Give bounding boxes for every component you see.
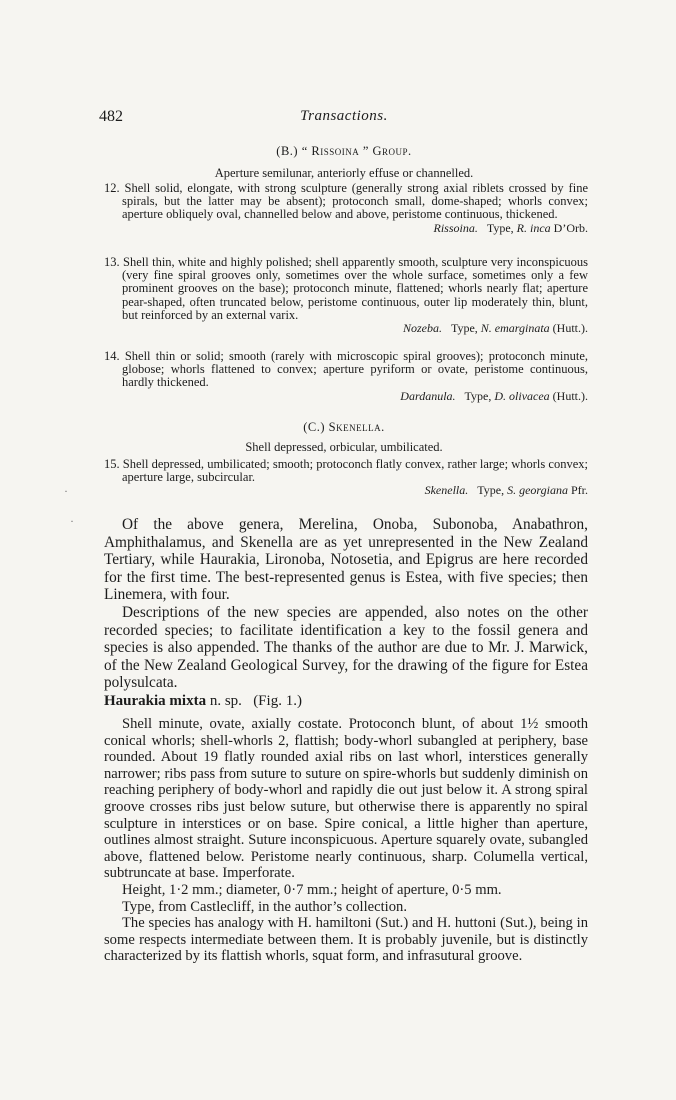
species-heading: [104, 693, 302, 710]
journal-title: Transactions.: [300, 108, 388, 124]
group-b-heading: (B.) “ Rissoina ” Group.: [276, 144, 412, 158]
genus-name: Dardanula.: [400, 388, 456, 403]
author: (Hutt.).: [552, 388, 588, 403]
figure-reference: (Fig. 1.): [253, 693, 302, 709]
key-entry-15: [104, 458, 588, 498]
type-label: Type,: [477, 483, 505, 498]
type-label: Type,: [450, 321, 478, 336]
key-entry-12: [104, 182, 588, 235]
author: Pfr.: [570, 483, 588, 498]
margin-mark: ·: [64, 484, 68, 498]
species-status: n. sp.: [209, 693, 242, 709]
author: (Hutt.).: [552, 321, 588, 336]
key-entry-text: 13. Shell thin, white and highly polished; shell apparently smooth, sculpture very inconspicuous (very fine spiral grooves only, sometimes over the whole surface, sometimes only a few prominent grooves on the base); protoconch minute, flattened; whorls nearly flat; aperture pear-shaped, often truncated below, peristome continuous, outer lip moderately thin, blunt, but reinforced by an external varix.: [104, 255, 588, 322]
key-entry-text: 15. Shell depressed, umbilicated; smooth; protoconch flatly convex, rather large; whorls convex; aperture large, subcircular.: [104, 457, 588, 485]
running-head: [99, 108, 589, 128]
remarks: The species has analogy with H. hamiltoni (Sut.) and H. huttoni (Sut.), being in some respects intermediate between them. It is probably juvenile, but is distinctly characterized by its flattish whorls, squat form, and infrasutural groove.: [104, 915, 588, 965]
key-entry-type: [104, 484, 588, 497]
group-c-definition: Shell depressed, orbicular, umbilicated.: [245, 440, 443, 454]
species-description: [104, 716, 588, 965]
type-species: D. olivacea: [494, 388, 550, 403]
key-entry-type: [104, 222, 588, 235]
type-locality: Type, from Castlecliff, in the author’s collection.: [122, 898, 407, 915]
genus-name: Nozeba.: [402, 321, 442, 336]
page-number: 482: [99, 108, 123, 125]
key-entry-text: 12. Shell solid, elongate, with strong sculpture (generally strong axial riblets crossed by fine spirals, but the latter may be absent); protoconch small, dome-shaped; whorls convex; aperture obliquely oval, channelled below and above, peristome continuous, thickened.: [104, 181, 588, 222]
key-entry-text: 14. Shell thin or solid; smooth (rarely with microscopic spiral grooves); protoconch minute, globose; whorls flattened to convex; aperture pyriform or ovate, peristome continuous, hardly thickened.: [104, 349, 588, 390]
genus-name: Skenella.: [424, 483, 469, 498]
author: D’Orb.: [553, 220, 588, 235]
key-entry-type: [104, 390, 588, 403]
key-entry-13: [104, 256, 588, 335]
type-label: Type,: [486, 220, 514, 235]
group-b-definition: Aperture semilunar, anteriorly effuse or channelled.: [214, 166, 474, 180]
measurements: Height, 1·2 mm.; diameter, 0·7 mm.; height of aperture, 0·5 mm.: [122, 881, 502, 898]
key-entry-type: [104, 322, 588, 335]
genus-name: Rissoina.: [433, 220, 478, 235]
type-species: N. emarginata: [480, 321, 550, 336]
type-label: Type,: [464, 388, 492, 403]
type-species: S. georgiana: [507, 483, 568, 498]
discussion: [104, 516, 588, 692]
type-species: R. inca: [516, 220, 551, 235]
paragraph: Of the above genera, Merelina, Onoba, Subonoba, Anabathron, Amphithalamus, and Skenella are as yet unrepresented in the New Zealand Tertiary, while Haurakia, Lironoba, Notosetia, and Epigrus are here recorded for the first time. The best-represented genus is Estea, with five species; then Linemera, with four.: [104, 516, 588, 604]
description-paragraph: Shell minute, ovate, axially costate. Protoconch blunt, of about 1½ smooth conical whorls; shell-whorls 2, flattish; body-whorl subangled at periphery, base rounded. About 19 flatly rounded axial ribs on last whorl, interstices generally narrower; ribs pass from suture to suture on spire-whorls but suddenly diminish on reaching periphery of body-whorl and rapidly die out just below it. A strong spiral groove crosses ribs just below suture, but otherwise there is apparently no spiral sculpture in interstices or on base. Spire conical, a little higher than aperture, outlines almost straight. Suture inconspicuous. Aperture squarely ovate, subangled above, flattened below. Peristome nearly continuous, sharp. Columella vertical, subtruncate at base. Imperforate.: [104, 716, 588, 882]
margin-mark: ·: [70, 514, 74, 528]
key-entry-14: [104, 350, 588, 403]
group-c-heading: (C.) Skenella.: [303, 420, 385, 434]
paragraph: Descriptions of the new species are appended, also notes on the other recorded species; to facilitate identification a key to the fossil genera and species is also appended. The thanks of the author are due to Mr. J. Marwick, of the New Zealand Geological Survey, for the drawing of the figure for Estea polysulcata.: [104, 603, 588, 692]
species-name: Haurakia mixta: [104, 693, 207, 709]
